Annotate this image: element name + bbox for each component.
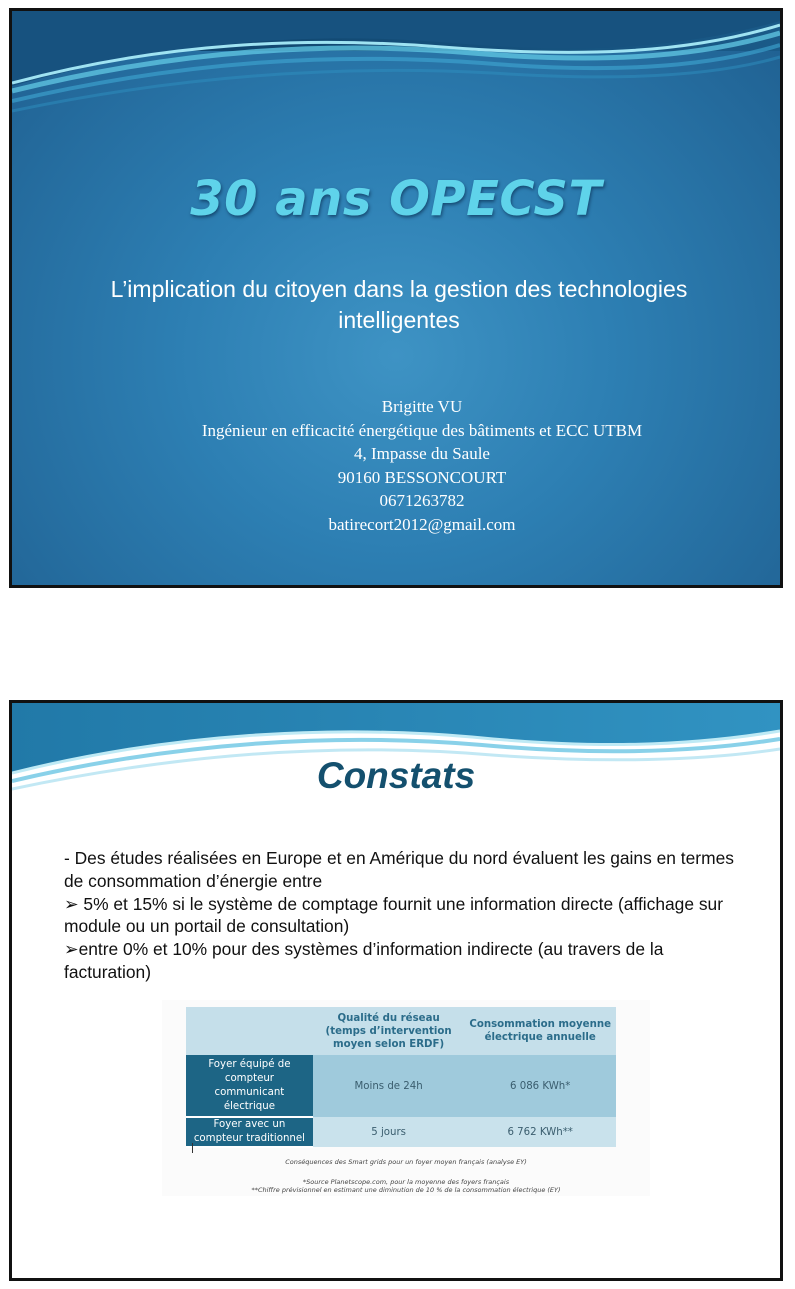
title-slide — [9, 8, 783, 588]
figure-sources — [162, 1178, 650, 1194]
email-address: batirecort2012@gmail.com — [328, 514, 516, 534]
column-header: Consommation moyenne électrique annuelle — [464, 1007, 616, 1055]
table-cell: Moins de 24h — [313, 1055, 465, 1117]
address-street: 4, Impasse du Saule — [354, 444, 490, 463]
author-name: Brigitte VU — [381, 397, 463, 416]
table-row — [186, 1117, 616, 1147]
table-cell: 5 jours — [313, 1117, 465, 1147]
slide-body — [64, 847, 754, 984]
table-cell: 6 762 KWh** — [464, 1117, 616, 1147]
table-corner — [186, 1007, 313, 1055]
source-note: *Source Planetscope.com, pour la moyenne des foyers français — [302, 1178, 510, 1186]
source-note: **Chiffre prévisionnel en estimant une diminution de 10 % de la consommation électrique (EY) — [251, 1186, 561, 1194]
wave-decoration — [12, 11, 780, 131]
address-city: 90160 BESSONCOURT — [337, 467, 507, 487]
table-cell: 6 086 KWh* — [464, 1055, 616, 1117]
constats-slide — [9, 700, 783, 1281]
slide-subtitle: L’implication du citoyen dans la gestion des technologies intelligentes — [110, 276, 688, 333]
comparison-table — [186, 1007, 616, 1148]
column-header: Qualité du réseau (temps d’intervention moyen selon ERDF) — [313, 1007, 465, 1055]
author-role: Ingénieur en efficacité énergétique des bâtiments et ECC UTBM — [201, 420, 643, 440]
comparison-figure — [162, 1000, 650, 1196]
bullet-item: ➢entre 0% et 10% pour des systèmes d’information indirecte (au travers de la facturation) — [64, 939, 664, 982]
phone-number: 0671263782 — [379, 491, 465, 510]
cursor-mark — [192, 1143, 193, 1153]
contact-block — [122, 395, 722, 536]
figure-caption: Conséquences des Smart grids pour un foyer moyen français (analyse EY) — [285, 1158, 527, 1166]
slide-title: 30 ans OPECST — [190, 171, 602, 227]
paragraph: - Des études réalisées en Europe et en Amérique du nord évaluent les gains en termes de consommation d’énergie entre — [64, 848, 734, 891]
bullet-item: ➢ 5% et 15% si le système de comptage fournit une information directe (affichage sur module ou un portail de consultation) — [64, 893, 724, 937]
row-label: Foyer avec un compteur traditionnel — [186, 1117, 313, 1147]
slide-title: Constats — [316, 755, 476, 796]
table-row — [186, 1055, 616, 1117]
row-label: Foyer équipé de compteur communicant électrique — [186, 1055, 313, 1117]
